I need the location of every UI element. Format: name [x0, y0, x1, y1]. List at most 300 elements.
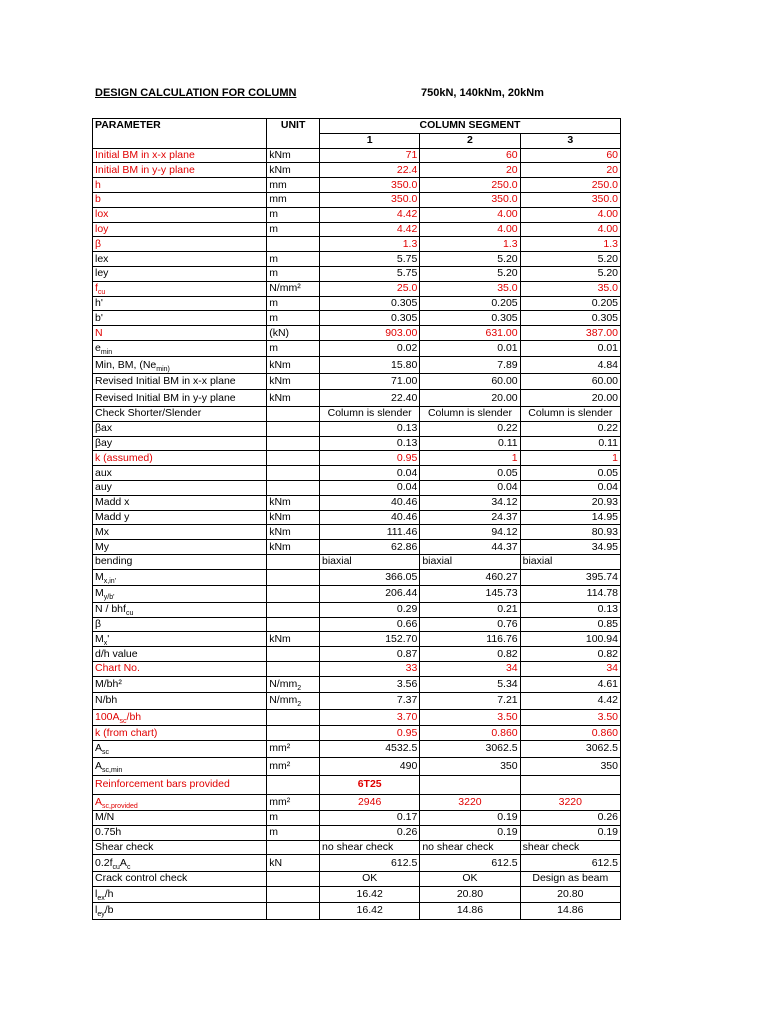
header-col-3: 3 [520, 133, 620, 148]
unit-cell: m [267, 340, 320, 357]
value-cell-2: 60 [420, 148, 520, 163]
value-cell-2: 0.19 [420, 811, 520, 826]
value-cell-2: 7.21 [420, 693, 520, 710]
parameter-cell: loy [93, 222, 267, 237]
parameter-cell: N/bh [93, 693, 267, 710]
parameter-cell: Initial BM in x-x plane [93, 148, 267, 163]
value-cell-2: 5.34 [420, 676, 520, 693]
value-cell-1: 3.70 [320, 709, 420, 726]
unit-cell [267, 586, 320, 603]
unit-cell [267, 871, 320, 886]
value-cell-2: 631.00 [420, 326, 520, 341]
value-cell-3: 350 [520, 757, 620, 776]
table-row [93, 510, 621, 525]
parameter-cell: My [93, 540, 267, 555]
unit-cell [267, 451, 320, 466]
unit-cell: m [267, 825, 320, 840]
value-cell-2: 145.73 [420, 586, 520, 603]
value-cell-1: 22.40 [320, 390, 420, 407]
table-row [93, 237, 621, 252]
value-cell-3: 1 [520, 451, 620, 466]
table-row [93, 840, 621, 855]
value-cell-2: 60.00 [420, 373, 520, 390]
value-cell-3: biaxial [520, 554, 620, 569]
value-cell-2: 35.0 [420, 281, 520, 296]
value-cell-1: 0.29 [320, 602, 420, 617]
header-column-segment: COLUMN SEGMENT [320, 119, 621, 134]
parameter-cell: Revised Initial BM in x-x plane [93, 373, 267, 390]
value-cell-3 [520, 776, 620, 795]
unit-cell: kN [267, 855, 320, 872]
table-row [93, 525, 621, 540]
page-title: DESIGN CALCULATION FOR COLUMN [95, 87, 297, 99]
value-cell-1: biaxial [320, 554, 420, 569]
value-cell-3: 0.26 [520, 811, 620, 826]
unit-cell: mm² [267, 794, 320, 811]
table-row [93, 586, 621, 603]
table-row [93, 252, 621, 267]
parameter-cell: Reinforcement bars provided [93, 776, 267, 795]
value-cell-2: 350 [420, 757, 520, 776]
value-cell-2: 44.37 [420, 540, 520, 555]
parameter-cell: Crack control check [93, 871, 267, 886]
unit-cell [267, 602, 320, 617]
table-row [93, 148, 621, 163]
value-cell-1: 366.05 [320, 569, 420, 586]
value-cell-3: 0.305 [520, 311, 620, 326]
table-row [93, 192, 621, 207]
value-cell-2: 5.20 [420, 266, 520, 281]
value-cell-3: 4.61 [520, 676, 620, 693]
value-cell-2: 4.00 [420, 207, 520, 222]
table-row [93, 661, 621, 676]
parameter-cell: ley [93, 266, 267, 281]
unit-cell [267, 776, 320, 795]
parameter-cell: $M_{x,in'}$ [93, 569, 267, 586]
unit-cell: kNm [267, 540, 320, 555]
value-cell-2: 0.860 [420, 726, 520, 741]
value-cell-3: 20 [520, 163, 620, 178]
value-cell-3: 80.93 [520, 525, 620, 540]
unit-cell: m [267, 811, 320, 826]
value-cell-1: 206.44 [320, 586, 420, 603]
value-cell-1: 71.00 [320, 373, 420, 390]
value-cell-2: 0.01 [420, 340, 520, 357]
value-cell-3: 4.84 [520, 357, 620, 374]
value-cell-3: 4.00 [520, 222, 620, 237]
header-col-2: 2 [420, 133, 520, 148]
table-row [93, 693, 621, 710]
value-cell-2: 3.50 [420, 709, 520, 726]
value-cell-1: 7.37 [320, 693, 420, 710]
value-cell-1: 1.3 [320, 237, 420, 252]
table-row [93, 741, 621, 758]
table-row [93, 466, 621, 481]
table-row [93, 632, 621, 647]
unit-cell [267, 436, 320, 451]
table-row [93, 178, 621, 193]
value-cell-2: 250.0 [420, 178, 520, 193]
value-cell-3: Column is slender [520, 406, 620, 421]
unit-cell [267, 569, 320, 586]
value-cell-3: 0.05 [520, 466, 620, 481]
unit-cell: mm² [267, 741, 320, 758]
parameter-cell: $M_x'$ [93, 632, 267, 647]
value-cell-3: 20.00 [520, 390, 620, 407]
value-cell-2: 34.12 [420, 495, 520, 510]
value-cell-2: 7.89 [420, 357, 520, 374]
parameter-cell: b [93, 192, 267, 207]
header-unit: UNIT [267, 119, 320, 149]
unit-cell: kNm [267, 163, 320, 178]
unit-cell [267, 480, 320, 495]
value-cell-2: 1 [420, 451, 520, 466]
value-cell-2 [420, 776, 520, 795]
table-row [93, 825, 621, 840]
value-cell-1: 0.26 [320, 825, 420, 840]
value-cell-2: 4.00 [420, 222, 520, 237]
value-cell-1: 4.42 [320, 222, 420, 237]
table-row [93, 554, 621, 569]
parameter-cell: $e_{min}$ [93, 340, 267, 357]
table-row [93, 776, 621, 795]
value-cell-3: shear check [520, 840, 620, 855]
table-row [93, 709, 621, 726]
table-row [93, 326, 621, 341]
value-cell-2: 0.05 [420, 466, 520, 481]
table-row [93, 451, 621, 466]
value-cell-2: biaxial [420, 554, 520, 569]
value-cell-1: no shear check [320, 840, 420, 855]
value-cell-3: 14.86 [520, 903, 620, 920]
value-cell-1: 4532.5 [320, 741, 420, 758]
parameter-cell: $l_{ey}/b$ [93, 903, 267, 920]
unit-cell [267, 726, 320, 741]
value-cell-3: 34 [520, 661, 620, 676]
table-row [93, 406, 621, 421]
parameter-cell: $A_{sc,provided}$ [93, 794, 267, 811]
value-cell-3: 250.0 [520, 178, 620, 193]
unit-cell: kNm [267, 510, 320, 525]
parameter-cell: $100A_{sc}/bh$ [93, 709, 267, 726]
value-cell-1: 111.46 [320, 525, 420, 540]
parameter-cell: βax [93, 421, 267, 436]
value-cell-2: 3062.5 [420, 741, 520, 758]
value-cell-1: 16.42 [320, 903, 420, 920]
table-row [93, 602, 621, 617]
parameter-cell: 0.75h [93, 825, 267, 840]
unit-cell: m [267, 311, 320, 326]
value-cell-1: 33 [320, 661, 420, 676]
value-cell-3: 0.11 [520, 436, 620, 451]
table-row [93, 421, 621, 436]
table-row [93, 726, 621, 741]
value-cell-1: 0.66 [320, 617, 420, 632]
unit-cell: kNm [267, 390, 320, 407]
value-cell-1: 16.42 [320, 886, 420, 903]
parameter-cell: aux [93, 466, 267, 481]
parameter-cell: Shear check [93, 840, 267, 855]
table-row [93, 340, 621, 357]
parameter-cell: β [93, 617, 267, 632]
value-cell-3: 0.13 [520, 602, 620, 617]
parameter-cell: N [93, 326, 267, 341]
unit-cell: (kN) [267, 326, 320, 341]
value-cell-1: 3.56 [320, 676, 420, 693]
unit-cell: kNm [267, 495, 320, 510]
value-cell-2: 612.5 [420, 855, 520, 872]
parameter-cell: N / bhf$_{cu}$ [93, 602, 267, 617]
value-cell-1: OK [320, 871, 420, 886]
unit-cell: kNm [267, 632, 320, 647]
parameter-cell: h' [93, 296, 267, 311]
value-cell-3: 4.00 [520, 207, 620, 222]
parameter-cell: Initial BM in y-y plane [93, 163, 267, 178]
table-row [93, 855, 621, 872]
value-cell-3: 3.50 [520, 709, 620, 726]
value-cell-3: 612.5 [520, 855, 620, 872]
unit-cell [267, 237, 320, 252]
value-cell-1: 22.4 [320, 163, 420, 178]
value-cell-1: 62.86 [320, 540, 420, 555]
value-cell-3: 114.78 [520, 586, 620, 603]
value-cell-2: 24.37 [420, 510, 520, 525]
value-cell-2: 5.20 [420, 252, 520, 267]
value-cell-3: 0.22 [520, 421, 620, 436]
table-row [93, 163, 621, 178]
value-cell-2: 0.82 [420, 647, 520, 662]
value-cell-2: 0.305 [420, 311, 520, 326]
table-row [93, 676, 621, 693]
unit-cell: m [267, 207, 320, 222]
value-cell-2: 20.00 [420, 390, 520, 407]
value-cell-1: 350.0 [320, 192, 420, 207]
value-cell-1: 0.13 [320, 421, 420, 436]
table-row [93, 647, 621, 662]
unit-cell [267, 661, 320, 676]
unit-cell [267, 840, 320, 855]
value-cell-3: 20.80 [520, 886, 620, 903]
value-cell-2: 1.3 [420, 237, 520, 252]
parameter-cell: Check Shorter/Slender [93, 406, 267, 421]
unit-cell: kNm [267, 373, 320, 390]
value-cell-2: 94.12 [420, 525, 520, 540]
value-cell-1: 5.75 [320, 266, 420, 281]
value-cell-3: 3062.5 [520, 741, 620, 758]
unit-cell: $N/mm_2$ [267, 693, 320, 710]
value-cell-3: 0.04 [520, 480, 620, 495]
parameter-cell: b' [93, 311, 267, 326]
parameter-cell: β [93, 237, 267, 252]
value-cell-1: 6T25 [320, 776, 420, 795]
value-cell-1: 903.00 [320, 326, 420, 341]
value-cell-1: 40.46 [320, 495, 420, 510]
unit-cell: mm [267, 192, 320, 207]
value-cell-1: 0.305 [320, 311, 420, 326]
parameter-cell: $l_{ex}/h$ [93, 886, 267, 903]
table-row [93, 757, 621, 776]
parameter-cell: $A_{sc}$ [93, 741, 267, 758]
parameter-cell: Madd y [93, 510, 267, 525]
value-cell-2: Column is slender [420, 406, 520, 421]
table-row [93, 569, 621, 586]
unit-cell [267, 709, 320, 726]
value-cell-2: 0.19 [420, 825, 520, 840]
value-cell-2: 0.76 [420, 617, 520, 632]
value-cell-2: OK [420, 871, 520, 886]
value-cell-1: 490 [320, 757, 420, 776]
value-cell-3: 387.00 [520, 326, 620, 341]
unit-cell [267, 466, 320, 481]
value-cell-1: 0.17 [320, 811, 420, 826]
value-cell-3: 0.205 [520, 296, 620, 311]
value-cell-2: 0.205 [420, 296, 520, 311]
value-cell-2: 34 [420, 661, 520, 676]
table-row [93, 266, 621, 281]
table-row [93, 794, 621, 811]
table-row [93, 373, 621, 390]
value-cell-2: 20 [420, 163, 520, 178]
value-cell-3: 20.93 [520, 495, 620, 510]
value-cell-3: 35.0 [520, 281, 620, 296]
value-cell-1: 40.46 [320, 510, 420, 525]
value-cell-2: 350.0 [420, 192, 520, 207]
value-cell-3: 5.20 [520, 252, 620, 267]
value-cell-1: 0.02 [320, 340, 420, 357]
value-cell-3: 60.00 [520, 373, 620, 390]
parameter-cell: lex [93, 252, 267, 267]
value-cell-1: 5.75 [320, 252, 420, 267]
value-cell-2: 14.86 [420, 903, 520, 920]
value-cell-3: 350.0 [520, 192, 620, 207]
table-row [93, 903, 621, 920]
value-cell-2: no shear check [420, 840, 520, 855]
parameter-cell: M/N [93, 811, 267, 826]
table-row [93, 357, 621, 374]
value-cell-3: 3220 [520, 794, 620, 811]
value-cell-1: 0.95 [320, 726, 420, 741]
value-cell-3: 100.94 [520, 632, 620, 647]
table-row [93, 540, 621, 555]
load-summary: 750kN, 140kNm, 20kNm [421, 87, 544, 99]
value-cell-1: 71 [320, 148, 420, 163]
parameter-cell: lox [93, 207, 267, 222]
parameter-cell: M/bh² [93, 676, 267, 693]
table-row [93, 480, 621, 495]
parameter-cell: bending [93, 554, 267, 569]
unit-cell: mm [267, 178, 320, 193]
parameter-cell: Chart No. [93, 661, 267, 676]
unit-cell [267, 647, 320, 662]
value-cell-3: 5.20 [520, 266, 620, 281]
table-row [93, 871, 621, 886]
value-cell-3: 14.95 [520, 510, 620, 525]
parameter-cell: Madd x [93, 495, 267, 510]
unit-cell: kNm [267, 525, 320, 540]
table-row [93, 617, 621, 632]
unit-cell: m [267, 222, 320, 237]
calc-table [92, 118, 621, 920]
value-cell-2: 0.22 [420, 421, 520, 436]
header-row [93, 119, 621, 134]
unit-cell [267, 617, 320, 632]
value-cell-3: 0.01 [520, 340, 620, 357]
value-cell-2: 116.76 [420, 632, 520, 647]
value-cell-2: 20.80 [420, 886, 520, 903]
unit-cell [267, 554, 320, 569]
value-cell-3: 34.95 [520, 540, 620, 555]
value-cell-3: 4.42 [520, 693, 620, 710]
value-cell-3: 0.860 [520, 726, 620, 741]
unit-cell [267, 886, 320, 903]
value-cell-1: 0.13 [320, 436, 420, 451]
table-row [93, 281, 621, 296]
value-cell-3: 0.19 [520, 825, 620, 840]
unit-cell: N/mm² [267, 281, 320, 296]
table-row [93, 207, 621, 222]
unit-cell: m [267, 266, 320, 281]
value-cell-1: 25.0 [320, 281, 420, 296]
unit-cell [267, 903, 320, 920]
parameter-cell: $0.2f_{cu}A_c$ [93, 855, 267, 872]
value-cell-1: 2946 [320, 794, 420, 811]
unit-cell: kNm [267, 148, 320, 163]
parameter-cell: Mx [93, 525, 267, 540]
parameter-cell: d/h value [93, 647, 267, 662]
parameter-cell: h [93, 178, 267, 193]
value-cell-1: Column is slender [320, 406, 420, 421]
header-col-1: 1 [320, 133, 420, 148]
table-row [93, 296, 621, 311]
parameter-cell: k (assumed) [93, 451, 267, 466]
unit-cell: kNm [267, 357, 320, 374]
value-cell-3: 0.82 [520, 647, 620, 662]
parameter-cell: Revised Initial BM in y-y plane [93, 390, 267, 407]
unit-cell: mm² [267, 757, 320, 776]
parameter-cell: $M_{y/b'}$ [93, 586, 267, 603]
value-cell-3: Design as beam [520, 871, 620, 886]
value-cell-1: 350.0 [320, 178, 420, 193]
table-row [93, 495, 621, 510]
value-cell-1: 612.5 [320, 855, 420, 872]
table-row [93, 436, 621, 451]
value-cell-3: 1.3 [520, 237, 620, 252]
parameter-cell: Min, BM, ($Ne_{min)}$ [93, 357, 267, 374]
unit-cell [267, 421, 320, 436]
header-parameter: PARAMETER [93, 119, 267, 149]
value-cell-1: 0.95 [320, 451, 420, 466]
value-cell-2: 0.11 [420, 436, 520, 451]
value-cell-3: 395.74 [520, 569, 620, 586]
value-cell-2: 460.27 [420, 569, 520, 586]
parameter-cell: $f_{cu}$ [93, 281, 267, 296]
table-row [93, 390, 621, 407]
unit-cell: m [267, 252, 320, 267]
parameter-cell: $A_{sc,min}$ [93, 757, 267, 776]
value-cell-3: 60 [520, 148, 620, 163]
parameter-cell: k (from chart) [93, 726, 267, 741]
value-cell-1: 0.04 [320, 480, 420, 495]
value-cell-1: 15.80 [320, 357, 420, 374]
table-row [93, 222, 621, 237]
table-row [93, 886, 621, 903]
parameter-cell: βay [93, 436, 267, 451]
unit-cell: $N/mm_2$ [267, 676, 320, 693]
unit-cell [267, 406, 320, 421]
value-cell-2: 0.04 [420, 480, 520, 495]
value-cell-2: 3220 [420, 794, 520, 811]
parameter-cell: auy [93, 480, 267, 495]
